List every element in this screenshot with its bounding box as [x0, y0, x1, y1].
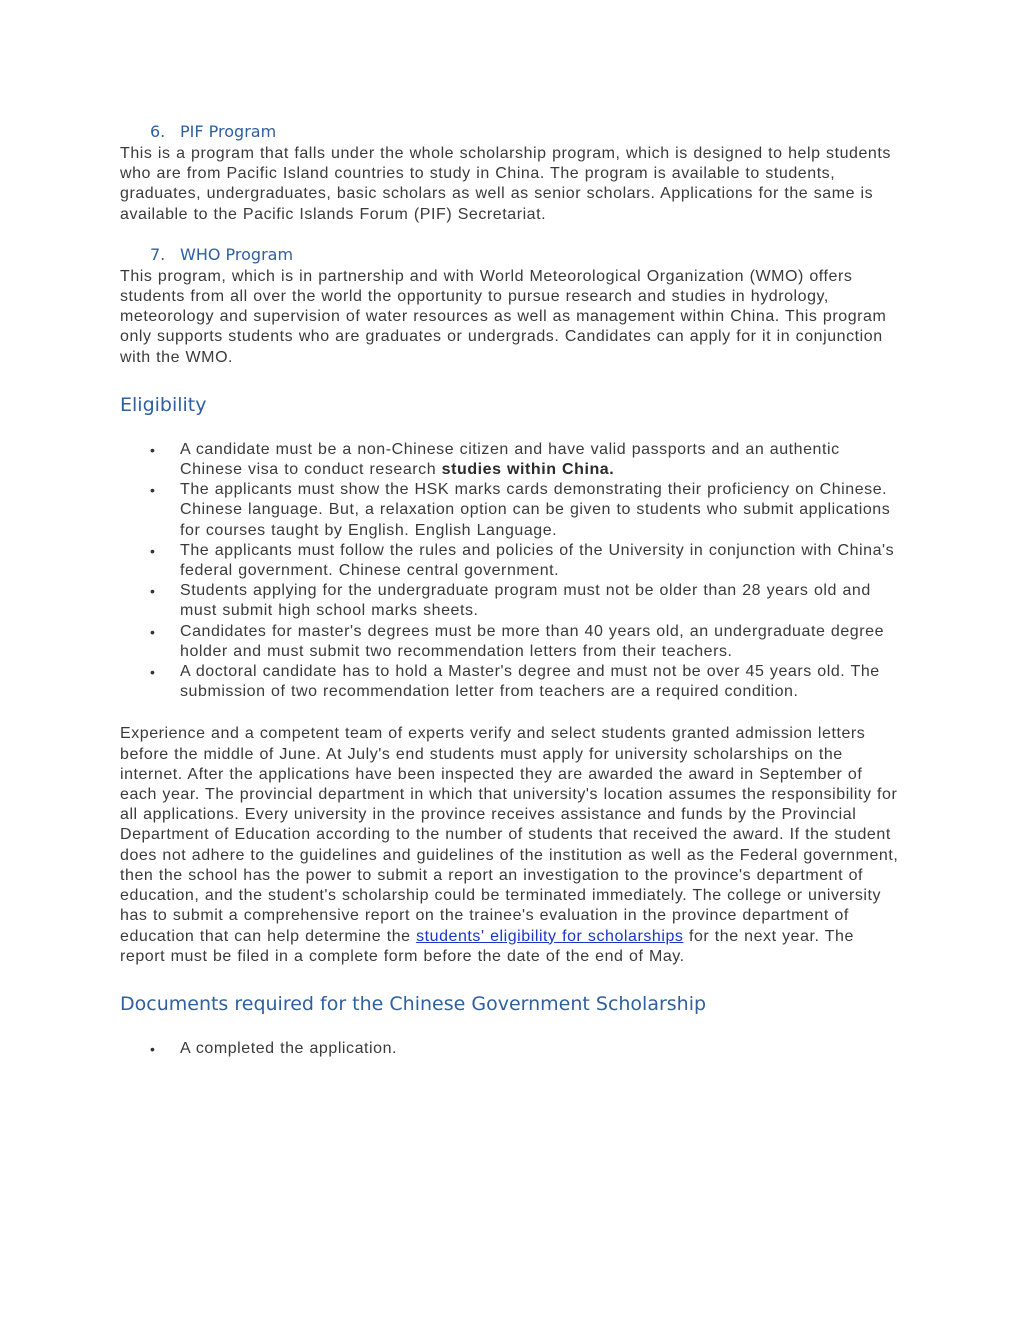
who-heading-title: WHO Program	[180, 244, 294, 264]
list-item	[120, 541, 900, 581]
paragraph-text-end: for the next year. The report must be filed in a complete form before the date of the end of May.	[120, 927, 854, 965]
documents-heading: Documents required for the Chinese Government Scholarship	[120, 992, 707, 1015]
eligibility-item-text: Candidates for master's degrees must be more than 40 years old, an undergraduate degree holder and must submit two recommendation letters from their teachers.	[180, 622, 885, 660]
list-item	[120, 662, 900, 702]
eligibility-item-text: A candidate must be a non-Chinese citizen and have valid passports and an authentic Chinese visa to conduct research	[180, 440, 840, 479]
list-item	[120, 480, 900, 541]
documents-list	[120, 1039, 900, 1059]
eligibility-item-text: A doctoral candidate has to hold a Master's degree and must not be over 45 years old. The submission of two recommendation letter from teachers are a required condition.	[180, 663, 880, 701]
list-item	[120, 622, 900, 662]
list-item	[120, 1039, 900, 1059]
bullet-icon: •	[150, 623, 156, 640]
eligibility-item-text: Students applying for the undergraduate program must not be older than 28 years old and must submit high school marks sheets.	[180, 582, 871, 620]
bullet-icon: •	[150, 1040, 156, 1057]
eligibility-item-text: The applicants must show the HSK marks cards demonstrating their proficiency on Chinese. Chinese language. But, a relaxation option can be given to students who submit applications for courses taught by English. English Language.	[180, 481, 891, 539]
list-item	[120, 440, 900, 480]
who-program-paragraph: This program, which is in partnership and with World Meteorological Organization (WMO) offers students from all over the world the opportunity to pursue research and studies in hydrology, meteorology and supervision of water resources as well as management within China. This program only supports students who are graduates or undergrads. Candidates can apply for it in conjunction with the WMO.	[120, 267, 887, 366]
eligibility-heading: Eligibility	[120, 393, 207, 416]
pif-program-paragraph: This is a program that falls under the whole scholarship program, which is designed to help students who are from Pacific Island countries to study in China. The program is available to students, graduates, undergraduates, basic scholars as well as senior scholars. Applications for the same is available to the Pacific Islands Forum (PIF) Secretariat.	[120, 145, 891, 223]
bullet-icon: •	[150, 542, 156, 559]
bullet-icon: •	[150, 441, 156, 458]
paragraph-text: Experience and a competent team of experts verify and select students granted admission letters before the middle of June. At July's end students must apply for university scholarships on the internet. After the applications have been inspected they are awarded the award in September of each year. The provincial department in which that university's location assumes the responsibility for all applications. Every university in the province receives assistance and funds by the Provincial Department of Education according to the number of students that received the award. If the student does not adhere to the guidelines and guidelines of the institution as well as the Federal government, then the school has the power to submit a report an investigation to the province's department of education, and the student's scholarship could be terminated immediately. The college or university has to submit a comprehensive report on the trainee's evaluation in the province department of education that can help determine the	[120, 725, 899, 945]
eligibility-list	[120, 440, 900, 703]
pif-program-heading	[120, 120, 900, 144]
who-heading-number: 7.	[150, 244, 166, 264]
pif-heading-number: 6.	[150, 122, 166, 141]
eligibility-item-bold: studies within China.	[441, 461, 615, 479]
bullet-icon: •	[150, 583, 156, 600]
document-page	[120, 120, 900, 1059]
who-program-heading	[120, 243, 900, 267]
pif-heading-title: PIF Program	[180, 122, 277, 141]
documents-item-text: A completed the application.	[180, 1039, 398, 1057]
eligibility-scholarships-link[interactable]: students' eligibility for scholarships	[416, 927, 684, 945]
eligibility-paragraph	[120, 724, 900, 966]
bullet-icon: •	[150, 664, 156, 681]
eligibility-item-text: The applicants must follow the rules and policies of the University in conjunction with China's federal government. Chinese central government.	[180, 541, 895, 580]
list-item	[120, 581, 900, 621]
bullet-icon: •	[150, 482, 156, 499]
